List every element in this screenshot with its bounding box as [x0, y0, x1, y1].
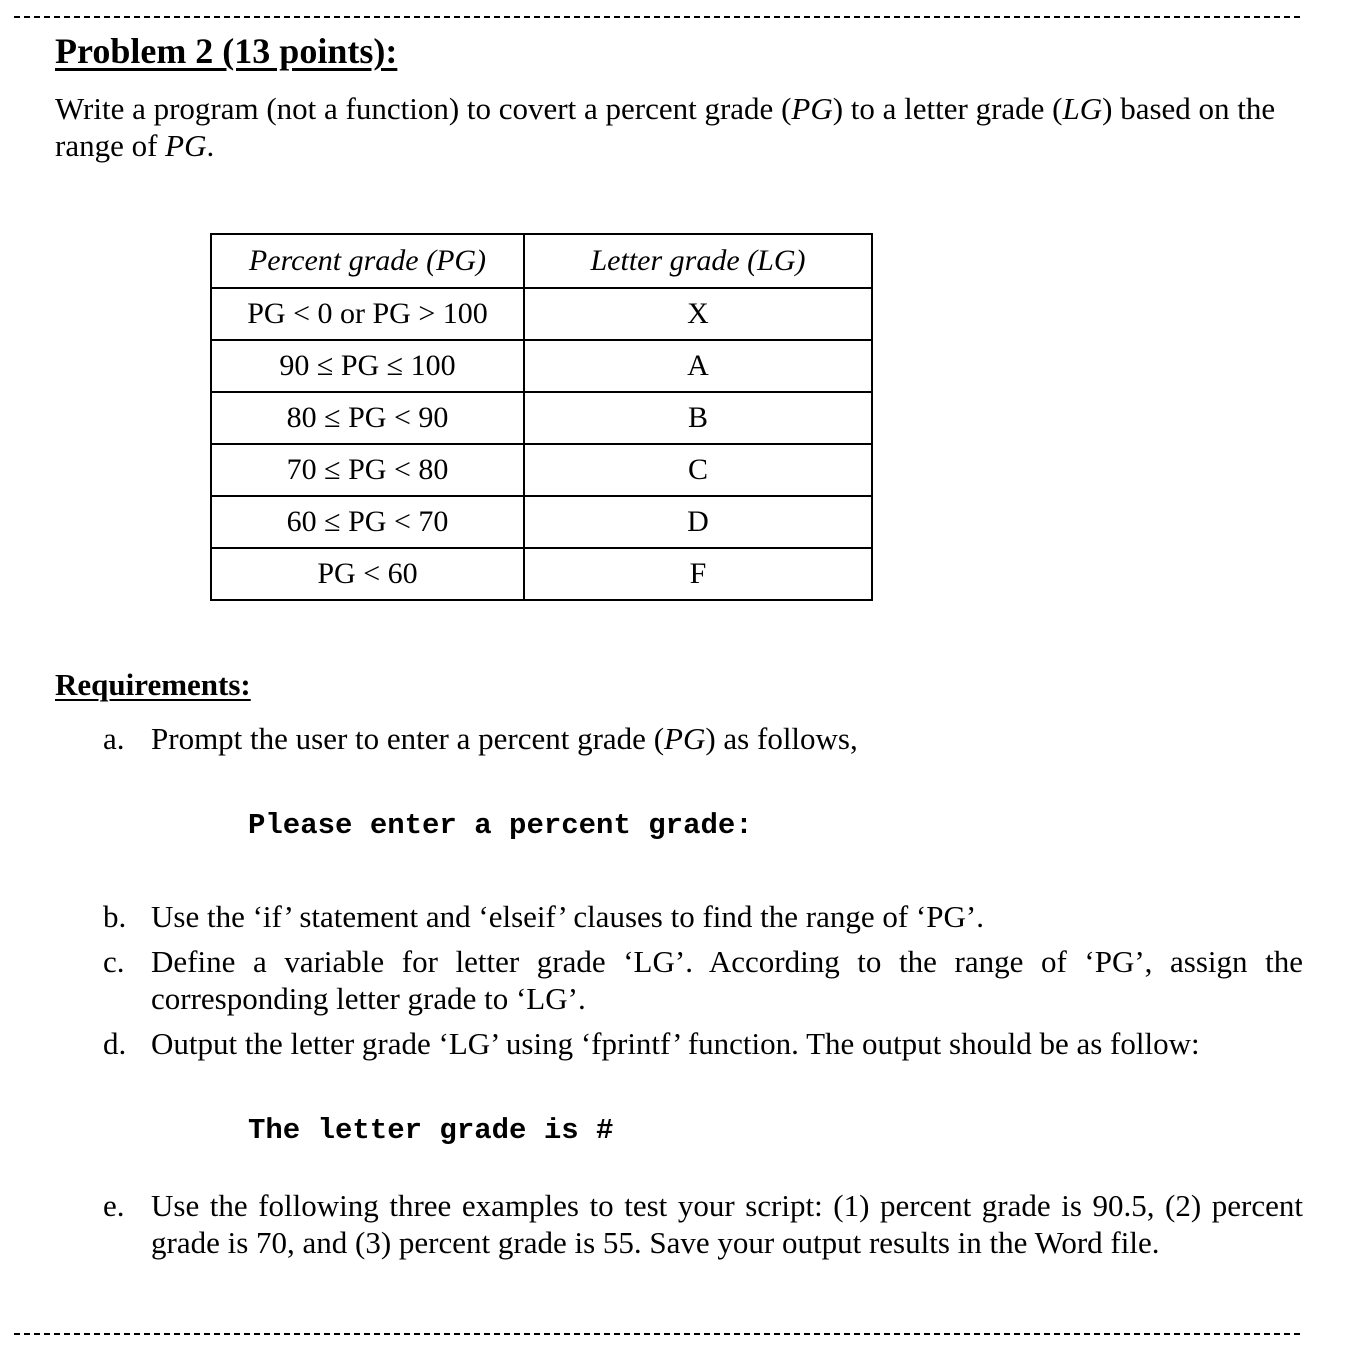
pg-cell: 90 ≤ PG ≤ 100	[211, 340, 524, 392]
requirement-e-marker: e.	[103, 1188, 125, 1223]
requirement-e-text: Use the following three examples to test your script: (1) percent grade is 90.5, (2) percent grade is 70, and (3) percent grade is 55. Save your output results in the Word file.	[151, 1188, 1303, 1260]
lg-cell: D	[524, 496, 872, 548]
lg-cell: C	[524, 444, 872, 496]
requirement-e	[103, 1187, 1303, 1261]
intro-lg: LG	[1062, 91, 1103, 126]
intro-text-2: ) to a letter grade (	[832, 91, 1063, 126]
requirement-d-text: Output the letter grade ‘LG’ using ‘fprintf’ function. The output should be as follow:	[151, 1026, 1200, 1061]
intro-text-3: ) based on the range of	[55, 91, 1276, 163]
bottom-dashed-divider	[14, 1333, 1300, 1335]
table-row	[211, 496, 872, 548]
pg-cell: 70 ≤ PG < 80	[211, 444, 524, 496]
requirement-a-pg: PG	[664, 721, 706, 756]
pg-cell: PG < 0 or PG > 100	[211, 288, 524, 340]
requirement-c	[103, 943, 1303, 1017]
intro-pg: PG	[791, 91, 833, 126]
table-header-row	[211, 234, 872, 288]
problem-intro	[55, 90, 1305, 164]
pg-cell: PG < 60	[211, 548, 524, 600]
grade-table	[210, 233, 873, 601]
table-row	[211, 548, 872, 600]
table-row	[211, 288, 872, 340]
problem-title: Problem 2 (13 points):	[55, 31, 398, 71]
requirement-a-text-2: ) as follows,	[705, 721, 858, 756]
pg-cell: 60 ≤ PG < 70	[211, 496, 524, 548]
lg-cell: X	[524, 288, 872, 340]
requirement-c-marker: c.	[103, 944, 125, 979]
requirement-d-marker: d.	[103, 1026, 127, 1061]
requirement-a-text-1: Prompt the user to enter a percent grade (	[151, 721, 665, 756]
pg-cell: 80 ≤ PG < 90	[211, 392, 524, 444]
requirement-d	[103, 1025, 1303, 1062]
header-letter-grade: Letter grade (LG)	[524, 234, 872, 288]
intro-text-4: .	[206, 128, 215, 163]
requirements-title: Requirements:	[55, 667, 251, 702]
requirement-a-marker: a.	[103, 721, 125, 756]
lg-cell: A	[524, 340, 872, 392]
intro-pg-2: PG	[165, 128, 207, 163]
code-output: The letter grade is #	[248, 1114, 614, 1147]
requirement-b-marker: b.	[103, 899, 127, 934]
requirement-c-text: Define a variable for letter grade ‘LG’. According to the range of ‘PG’, assign the corresponding letter grade to ‘LG’.	[151, 944, 1303, 1016]
intro-text-1: Write a program (not a function) to covert a percent grade (	[55, 91, 792, 126]
table-row	[211, 340, 872, 392]
requirement-a	[103, 720, 1303, 757]
table-row	[211, 444, 872, 496]
table-row	[211, 392, 872, 444]
requirement-b	[103, 898, 1303, 935]
requirement-b-text: Use the ‘if’ statement and ‘elseif’ clauses to find the range of ‘PG’.	[151, 899, 984, 934]
lg-cell: B	[524, 392, 872, 444]
lg-cell: F	[524, 548, 872, 600]
top-dashed-divider	[14, 16, 1300, 18]
requirement-a-text	[151, 720, 1303, 757]
code-prompt: Please enter a percent grade:	[248, 809, 753, 842]
header-percent-grade: Percent grade (PG)	[211, 234, 524, 288]
